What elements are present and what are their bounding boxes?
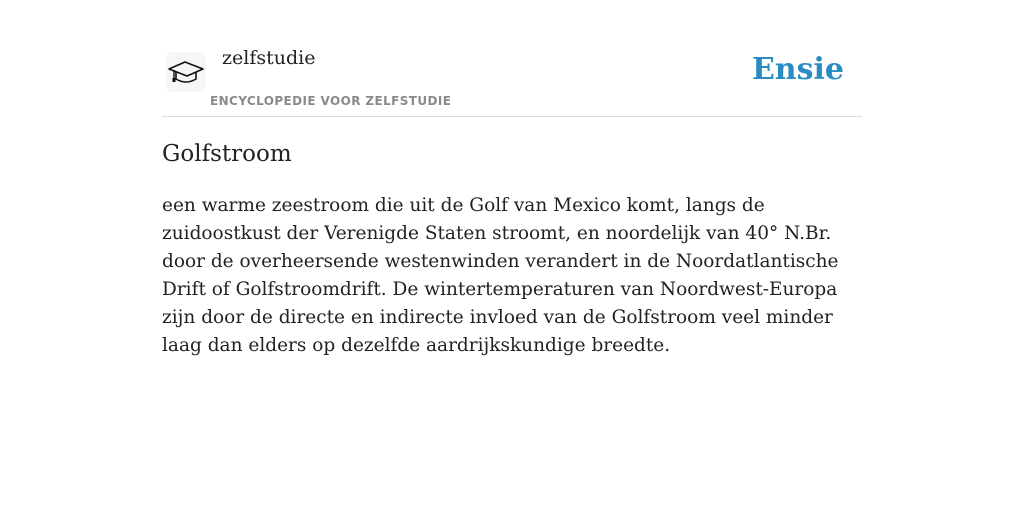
site-name[interactable]: zelfstudie	[222, 47, 316, 69]
page-title: Golfstroom	[162, 141, 292, 167]
site-header	[162, 40, 862, 117]
site-tagline: ENCYCLOPEDIE VOOR ZELFSTUDIE	[210, 94, 452, 108]
article-body: een warme zeestroom die uit de Golf van Mexico komt, langs de zuidoostkust der Verenigde Staten stroomt, en noordelijk van 40° N.Br. door de overheersende westenwinden verandert in de Noordatlantische Drift of Golfstroomdrift. De wintertemperaturen van Noordwest-Europa zijn door de directe en indirecte invloed van de Golfstroom veel minder laag dan elders op dezelfde aardrijkskundige breedte.	[162, 195, 839, 356]
brand-logo-link[interactable]: Ensie	[751, 52, 844, 87]
graduation-cap-icon[interactable]	[166, 52, 206, 92]
